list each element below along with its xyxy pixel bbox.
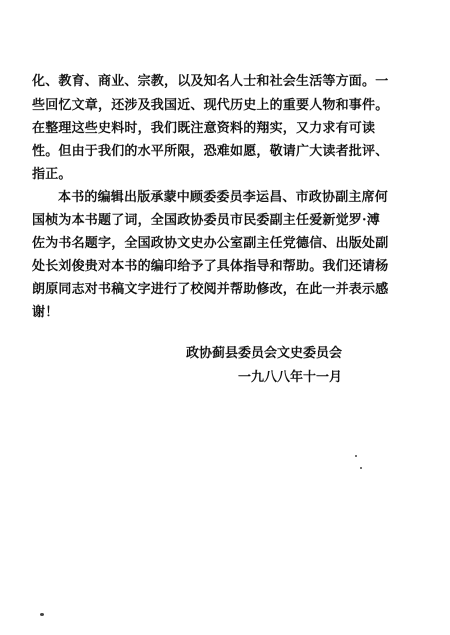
paragraph-1-line-4: 性。但由于我们的水平所限，恐难如愿，敬请广大读者批评、 xyxy=(32,144,389,159)
scan-speck xyxy=(360,467,362,469)
signature-organization: 政协蓟县委员会文史委员会 xyxy=(186,346,343,361)
paragraph-2-line-5: 朗原同志对书稿文字进行了校阅并帮助修改，在此一并表示感 xyxy=(32,282,389,297)
paragraph-2-line-2: 国桢为本书题了词，全国政协委员市民委副主任爱新觉罗·溥 xyxy=(32,213,380,228)
paragraph-2-line-6: 谢！ xyxy=(32,305,59,320)
paragraph-1-line-3: 在整理这些史料时，我们既注意资料的翔实，又力求有可读 xyxy=(32,121,376,136)
paragraph-1-line-5: 指正。 xyxy=(32,167,72,182)
scan-speck xyxy=(355,455,357,457)
paragraph-1-line-2: 些回忆文章，还涉及我国近、现代历史上的重要人物和事件。 xyxy=(32,98,389,113)
paragraph-2-line-1: 本书的编辑出版承蒙中顾委委员李运昌、市政协副主席何 xyxy=(58,190,389,205)
paragraph-1-line-1: 化、教育、商业、宗教，以及知名人士和社会生活等方面。一 xyxy=(32,74,389,89)
paragraph-2-line-3: 佐为书名题字，全国政协文史办公室副主任党德信、出版处副 xyxy=(32,236,389,251)
paragraph-2-line-4: 处长刘俊贵对本书的编印给予了具体指导和帮助。我们还请杨 xyxy=(32,259,389,274)
scan-speck xyxy=(40,613,44,616)
signature-date: 一九八八年十一月 xyxy=(238,370,343,385)
